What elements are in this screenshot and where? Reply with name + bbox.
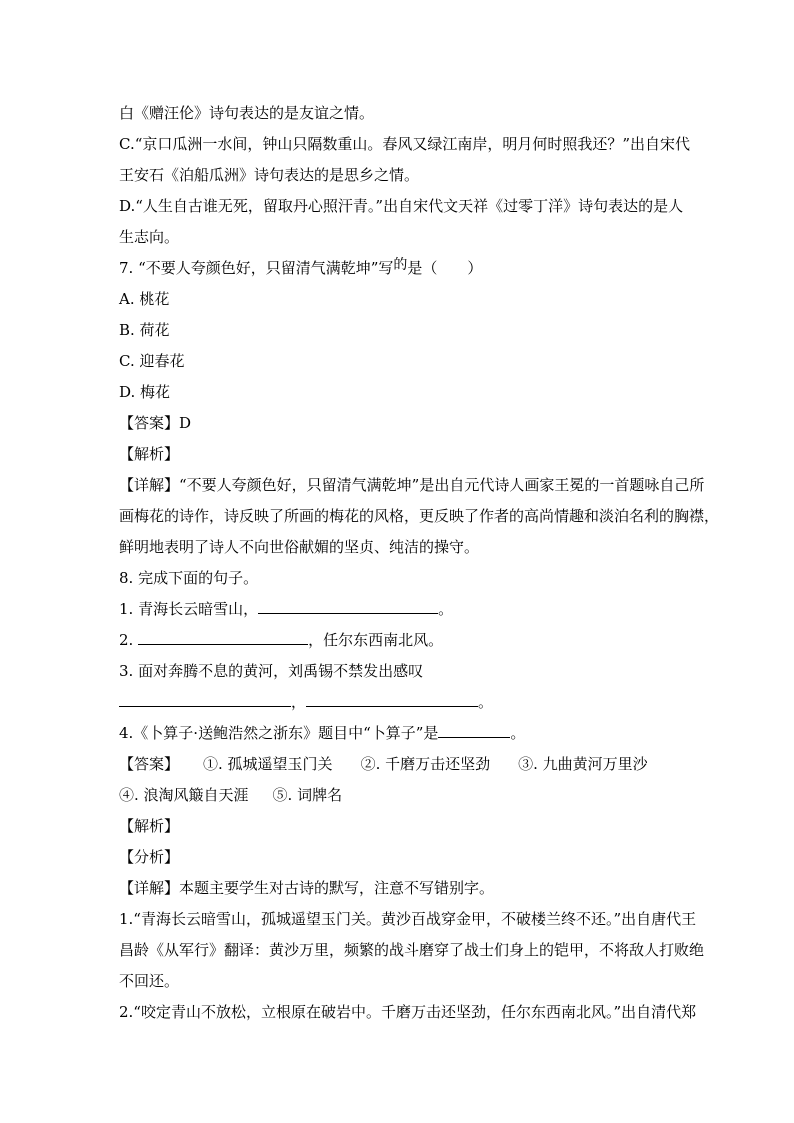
item-punct: 。 <box>478 693 494 711</box>
text-line: 生志向。 <box>119 228 180 246</box>
document-page <box>119 98 720 1028</box>
question-7-stem <box>119 253 679 284</box>
option-c-explanation: C.“京口瓜洲一水间，钟山只隔数重山。春风又绿江南岸，明月何时照我还？”出自宋代 <box>119 135 691 153</box>
option-b: B. 荷花 <box>119 321 170 339</box>
answer-item: ①. 孤城遥望玉门关 <box>203 755 333 773</box>
question-7-text-end: 是（ ） <box>407 259 483 277</box>
detail-line: 鲜明地表明了诗人不向世俗献媚的坚贞、纯洁的操守。 <box>119 538 480 556</box>
detail-line: 2.“咬定青山不放松，立根原在破岩中。千磨万击还坚劲，任尔东西南北风。”出自清代郑 <box>119 1003 697 1021</box>
question-7-sup: 的 <box>393 257 408 273</box>
question-8-item-3-blanks <box>119 687 679 718</box>
question-8-item-4 <box>119 718 679 749</box>
answer-row-2 <box>119 780 679 811</box>
answer-item: ⑤. 词牌名 <box>272 786 343 804</box>
item-punct: ， <box>291 693 307 711</box>
item-punct: 。 <box>438 600 454 618</box>
detail-line: 1.“青海长云暗雪山，孤城遥望玉门关。黄沙百战穿金甲，不破楼兰终不还。”出自唐代王 <box>119 910 697 928</box>
item-text: 2. <box>119 631 139 649</box>
item-text: 1. 青海长云暗雪山， <box>119 600 259 618</box>
question-8-stem: 8. 完成下面的句子。 <box>119 569 259 587</box>
detail-line: 昌龄《从军行》翻译：黄沙万里，频繁的战斗磨穿了战士们身上的铠甲，不将敌人打败绝 <box>119 941 705 959</box>
detail-line: 【详解】“不要人夸颜色好，只留清气满乾坤”是出自元代诗人画家王冕的一首题咏自己所 <box>119 476 705 494</box>
answer-blank <box>306 688 478 707</box>
answer-blank <box>258 595 438 614</box>
fenxi-label: 【分析】 <box>119 848 180 866</box>
answer-label: 【答案】D <box>119 414 192 432</box>
item-text: ，任尔东西南北风。 <box>308 631 444 649</box>
detail-line: 【详解】本题主要学生对古诗的默写，注意不写错别字。 <box>119 879 495 897</box>
item-punct: 。 <box>510 724 526 742</box>
item-text: 4.《卜算子·送鲍浩然之浙东》题目中“卜算子”是 <box>119 724 439 742</box>
answer-item: ③. 九曲黄河万里沙 <box>518 755 648 773</box>
answer-label: 【答案】 <box>119 755 180 773</box>
detail-line: 画梅花的诗作，诗反映了所画的梅花的风格，更反映了作者的高尚情趣和淡泊名利的胸襟， <box>119 507 720 525</box>
question-8-item-1 <box>119 594 679 625</box>
option-d: D. 梅花 <box>119 383 171 401</box>
option-c: C. 迎春花 <box>119 352 185 370</box>
option-a: A. 桃花 <box>119 290 170 308</box>
option-d-explanation: D.“人生自古谁无死，留取丹心照汗青。”出自宋代文天祥《过零丁洋》诗句表达的是人 <box>119 197 684 215</box>
analysis-label: 【解析】 <box>119 817 180 835</box>
answer-blank <box>138 626 308 645</box>
analysis-label: 【解析】 <box>119 445 180 463</box>
question-8-item-2 <box>119 625 679 656</box>
question-7-text: 7. “不要人夸颜色好，只留清气满乾坤”写 <box>119 259 394 277</box>
text-line: 王安石《泊船瓜洲》诗句表达的是思乡之情。 <box>119 166 420 184</box>
answer-item: ④. 浪淘风簸自天涯 <box>119 786 249 804</box>
answer-blank <box>438 719 510 738</box>
answer-item: ②. 千磨万击还坚劲 <box>360 755 491 773</box>
answer-blank <box>119 688 291 707</box>
answer-row-1 <box>119 749 679 780</box>
detail-line: 不回还。 <box>119 972 180 990</box>
text-line: 白《赠汪伦》诗句表达的是友谊之情。 <box>119 104 375 122</box>
question-8-item-3: 3. 面对奔腾不息的黄河，刘禹锡不禁发出感叹 <box>119 662 424 680</box>
